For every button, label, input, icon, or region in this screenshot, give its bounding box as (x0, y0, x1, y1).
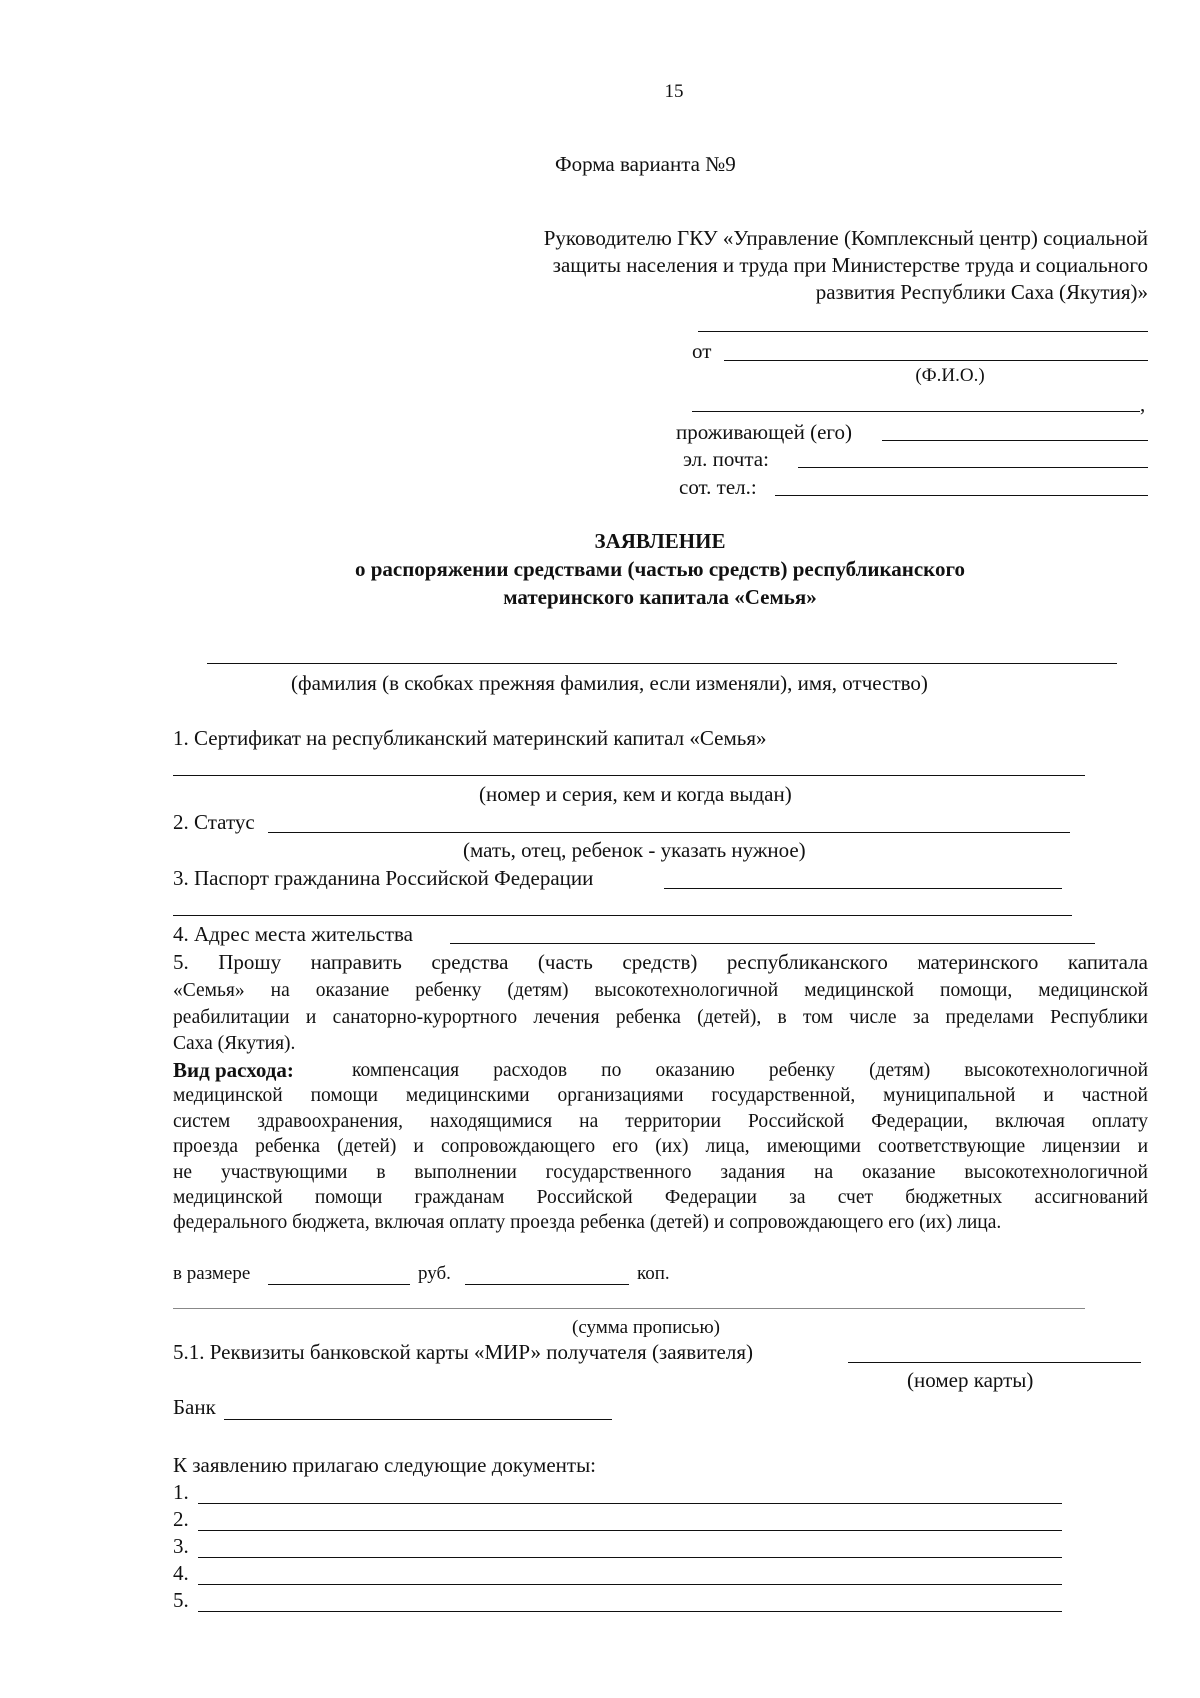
addressee-line-2: защиты населения и труда при Министерстве труда и социального (552, 253, 1148, 277)
expense-line-2: медицинской помощи медицинскими организациями государственной, муниципальной и частной (173, 1085, 1148, 1106)
request-line-3: реабилитации и санаторно-курортного лечения ребенка (детей), в том числе за пределами Республики (173, 1007, 1148, 1028)
kopecks-field[interactable] (465, 1284, 629, 1285)
passport-extra-field[interactable] (173, 915, 1072, 916)
applicant-blank-line[interactable] (698, 331, 1148, 332)
card-number-hint: (номер карты) (907, 1368, 1034, 1392)
bank-label: Банк (173, 1395, 216, 1419)
attachment-number-4: 4. (173, 1561, 189, 1585)
status-label: 2. Статус (173, 810, 255, 834)
attachment-number-2: 2. (173, 1507, 189, 1531)
fio-field[interactable] (724, 360, 1148, 361)
phone-label: сот. тел.: (679, 475, 757, 499)
amount-words-hint: (сумма прописью) (572, 1317, 720, 1338)
expense-line-3: систем здравоохранения, находящимися на территории Российской Федерации, включая оплату (173, 1111, 1148, 1132)
status-hint: (мать, отец, ребенок - указать нужное) (463, 838, 806, 862)
certificate-label: 1. Сертификат на республиканский материнский капитал «Семья» (173, 726, 767, 750)
certificate-field[interactable] (173, 775, 1085, 776)
form-title: Форма варианта №9 (555, 152, 736, 176)
email-field[interactable] (798, 467, 1148, 468)
residing-field[interactable] (882, 440, 1148, 441)
attachment-field-2[interactable] (198, 1530, 1062, 1531)
addressee-line-1: Руководителю ГКУ «Управление (Комплексный центр) социальной (543, 226, 1148, 250)
page-number: 15 (664, 81, 684, 102)
attachment-number-3: 3. (173, 1534, 189, 1558)
amount-size-label: в размере (173, 1263, 251, 1284)
request-line-4: Саха (Якутия). (173, 1033, 296, 1054)
attachment-number-5: 5. (173, 1588, 189, 1612)
full-name-field[interactable] (207, 663, 1117, 664)
document-title: ЗАЯВЛЕНИЕ (594, 529, 726, 553)
attachment-field-4[interactable] (198, 1584, 1062, 1585)
addressee-line-3: развития Республики Саха (Якутия)» (815, 280, 1148, 304)
phone-field[interactable] (775, 495, 1148, 496)
attachment-field-5[interactable] (198, 1611, 1062, 1612)
from-label: от (692, 339, 712, 363)
bank-field[interactable] (224, 1419, 612, 1420)
address-field[interactable] (450, 943, 1095, 944)
request-line-2: «Семья» на оказание ребенку (детям) высокотехнологичной медицинской помощи, медицинской (173, 980, 1148, 1001)
request-line-1: 5. Прошу направить средства (часть средств) республиканского материнского капитала (173, 950, 1148, 974)
rubles-field[interactable] (268, 1284, 410, 1285)
expense-line-6: медицинской помощи гражданам Российской Федерации за счет бюджетных ассигнований (173, 1187, 1148, 1208)
comma: , (1140, 392, 1146, 416)
expense-line-7: федерального бюджета, включая оплату проезда ребенка (детей) и сопровождающего его (их) лица. (173, 1212, 1002, 1233)
rubles-label: руб. (418, 1263, 451, 1284)
expense-line-1: компенсация расходов по оказанию ребенку (детям) высокотехнологичной (352, 1060, 1148, 1081)
card-label: 5.1. Реквизиты банковской карты «МИР» получателя (заявителя) (173, 1340, 753, 1364)
expense-line-5: не участвующими в выполнении государственного задания на оказание высокотехнологичной (173, 1162, 1148, 1183)
passport-label: 3. Паспорт гражданина Российской Федерации (173, 866, 594, 890)
expense-label: Вид расхода: (173, 1058, 294, 1082)
address-label: 4. Адрес места жительства (173, 922, 413, 946)
passport-field[interactable] (664, 888, 1062, 889)
document-subtitle-2: материнского капитала «Семья» (503, 585, 817, 609)
full-name-hint: (фамилия (в скобках прежняя фамилия, если изменяли), имя, отчество) (291, 671, 928, 695)
email-label: эл. почта: (683, 447, 769, 471)
residing-label: проживающей (его) (676, 420, 852, 444)
applicant-extra-line[interactable] (692, 411, 1140, 412)
attachment-number-1: 1. (173, 1480, 189, 1504)
attachment-field-1[interactable] (198, 1503, 1062, 1504)
fio-hint: (Ф.И.О.) (915, 365, 985, 386)
expense-line-4: проезда ребенка (детей) и сопровождающего его (их) лица, имеющими соответствующие лицензии и (173, 1136, 1148, 1157)
status-field[interactable] (268, 832, 1070, 833)
card-number-field[interactable] (848, 1362, 1141, 1363)
amount-words-field[interactable] (173, 1308, 1085, 1309)
document-subtitle-1: о распоряжении средствами (частью средств) республиканского (354, 557, 966, 581)
certificate-hint: (номер и серия, кем и когда выдан) (479, 782, 792, 806)
attachments-label: К заявлению прилагаю следующие документы: (173, 1453, 597, 1477)
attachment-field-3[interactable] (198, 1557, 1062, 1558)
kopecks-label: коп. (637, 1263, 670, 1284)
